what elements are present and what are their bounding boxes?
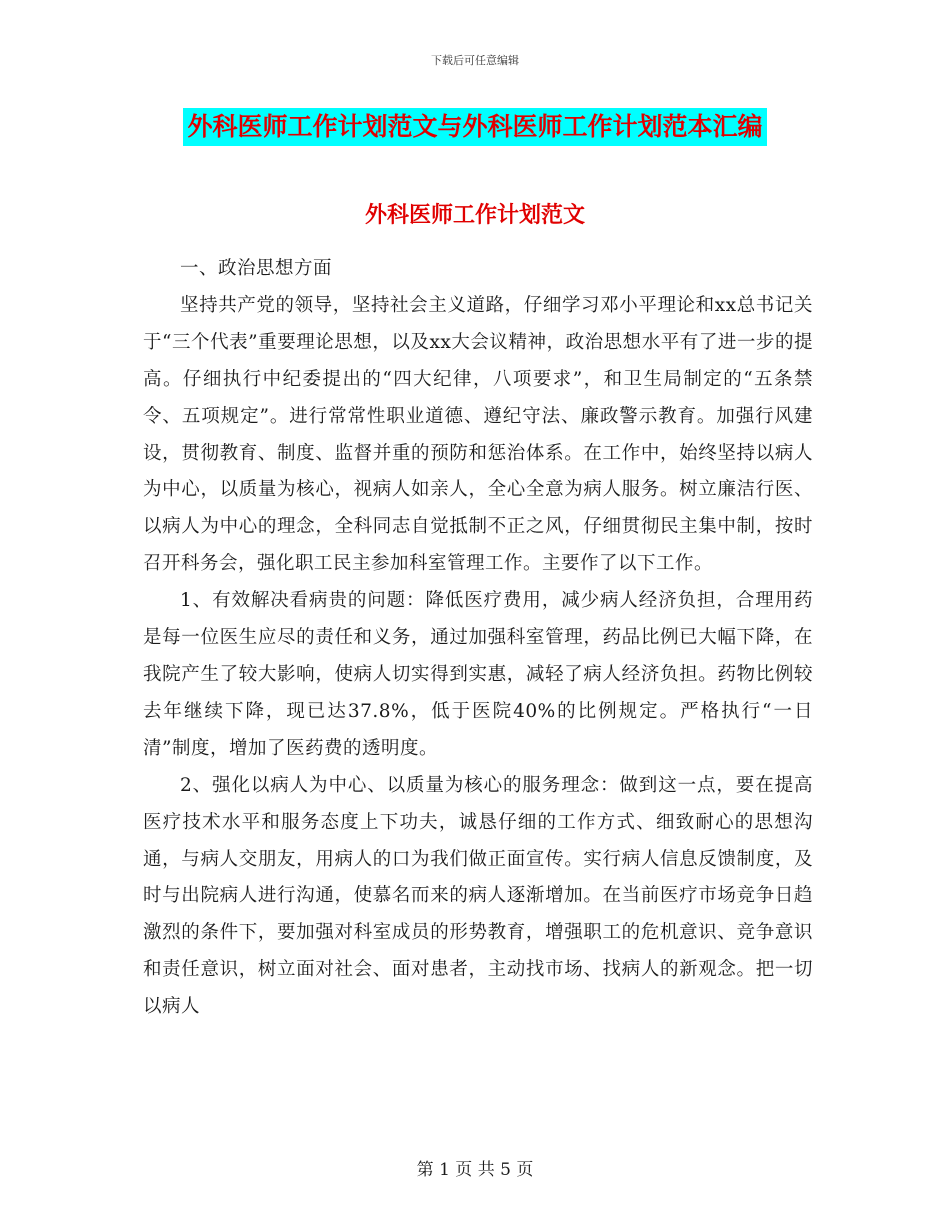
document-title-container xyxy=(0,108,950,146)
document-title: 外科医师工作计划范文与外科医师工作计划范本汇编 xyxy=(183,108,766,146)
paragraph-heading-politics: 一、政治思想方面 xyxy=(180,258,333,279)
paragraph: 1、有效解决看病贵的问题：降低医疗费用，减少病人经济负担，合理用药是每一位医生应尽的责任和义务，通过加强科室管理，药品比例已大幅下降，在我院产生了较大影响，使病人切实得到实惠，减轻了病人经济负担。药物比例较去年继续下降，现已达37.8%，低于医院40%的比例规定。严格执行“一日清”制度，增加了医药费的透明度。 xyxy=(143,590,813,759)
page-number-footer: 第 1 页 共 5 页 xyxy=(416,1160,534,1180)
paragraph: 2、强化以病人为中心、以质量为核心的服务理念：做到这一点，要在提高医疗技术水平和服务态度上下功夫，诚恳仔细的工作方式、细致耐心的思想沟通，与病人交朋友，用病人的口为我们做正面宣传。实行病人信息反馈制度，及时与出院病人进行沟通，使慕名而来的病人逐渐增加。在当前医疗市场竞争日趋激烈的条件下，要加强对科室成员的形势教育，增强职工的危机意识、竞争意识和责任意识，树立面对社会、面对患者，主动找市场、找病人的新观念。把一切以病人 xyxy=(143,774,813,1018)
section-title: 外科医师工作计划范文 xyxy=(364,203,585,228)
document-body xyxy=(143,251,813,1026)
paragraph: 坚持共产党的领导，坚持社会主义道路，仔细学习邓小平理论和xx总书记关于“三个代表”重要理论思想，以及xx大会议精神，政治思想水平有了进一步的提高。仔细执行中纪委提出的“四大纪律，八项要求”，和卫生局制定的“五条禁令、五项规定”。进行常常性职业道德、遵纪守法、廉政警示教育。加强行风建设，贯彻教育、制度、监督并重的预防和惩治体系。在工作中，始终坚持以病人为中心，以质量为核心，视病人如亲人，全心全意为病人服务。树立廉洁行医、以病人为中心的理念，全科同志自觉抵制不正之风，仔细贯彻民主集中制，按时召开科务会，强化职工民主参加科室管理工作。主要作了以下工作。 xyxy=(143,294,813,575)
header-note: 下载后可任意编辑 xyxy=(431,54,519,67)
